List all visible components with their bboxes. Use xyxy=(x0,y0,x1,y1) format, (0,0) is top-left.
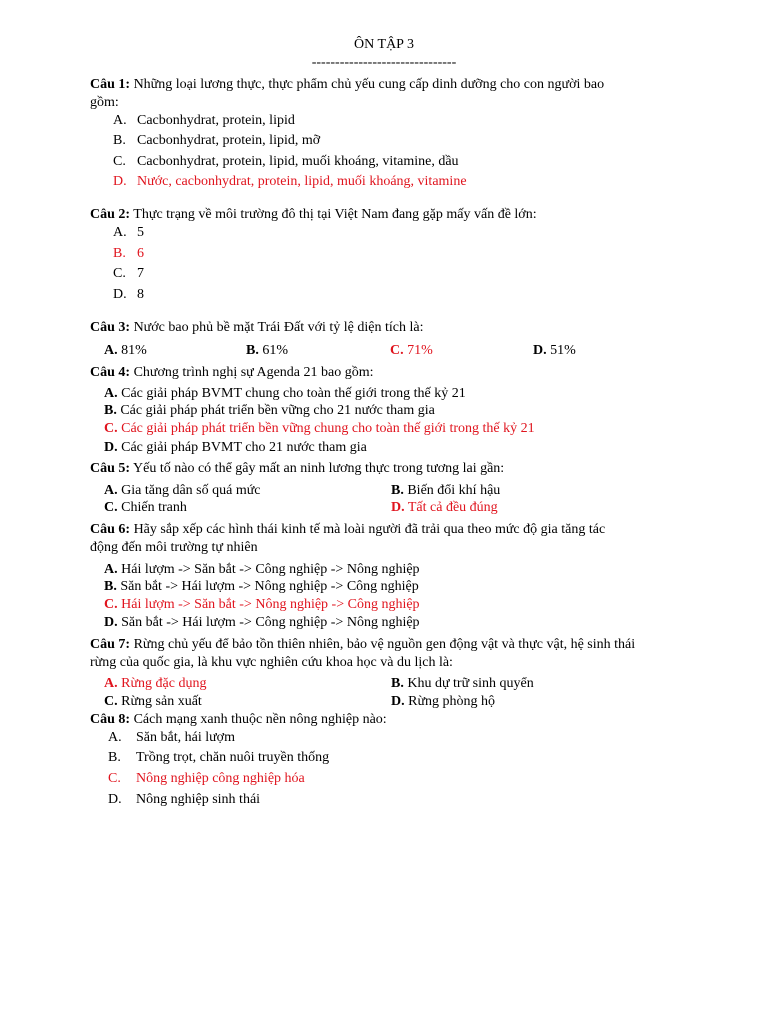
q7-option-c xyxy=(104,693,202,710)
question-text: Nước bao phủ bề mặt Trái Đất với tỷ lệ diện tích là: xyxy=(130,320,424,335)
question-3 xyxy=(90,319,423,336)
option-text: Rừng sản xuất xyxy=(117,694,202,709)
option-letter: B. xyxy=(108,750,121,765)
option-text: Nông nghiệp sinh thái xyxy=(136,792,261,807)
option-letter: D. xyxy=(104,615,118,630)
option-letter: B. xyxy=(246,343,259,358)
option-text: Rừng đặc dụng xyxy=(117,676,207,691)
q3-option-a xyxy=(104,342,147,359)
option-letter: A. xyxy=(104,386,118,401)
option-letter: C. xyxy=(113,154,126,169)
option-text: 7 xyxy=(137,266,144,281)
option-text: Săn bắt -> Hái lượm -> Công nghiệp -> Nông nghiệp xyxy=(117,615,420,630)
question-text: Chương trình nghị sự Agenda 21 bao gồm: xyxy=(130,365,374,380)
q5-option-c xyxy=(104,499,187,516)
q4-option-a xyxy=(104,385,466,402)
option-text: Nước, cacbonhydrat, protein, lipid, muối khoáng, vitamine xyxy=(137,174,467,189)
option-text: 61% xyxy=(258,343,289,358)
option-letter: D. xyxy=(113,174,127,189)
option-letter: B. xyxy=(104,403,117,418)
question-2 xyxy=(90,206,537,223)
option-letter: A. xyxy=(104,343,118,358)
option-letter: C. xyxy=(104,694,118,709)
question-label: Câu 7: xyxy=(90,637,131,652)
question-1 xyxy=(90,76,604,93)
question-label: Câu 5: xyxy=(90,461,131,476)
option-text: 81% xyxy=(117,343,147,358)
question-6 xyxy=(90,521,605,538)
option-letter: D. xyxy=(533,343,547,358)
option-letter: A. xyxy=(113,113,127,128)
option-letter: D. xyxy=(113,287,127,302)
q7-option-a-correct xyxy=(104,675,206,692)
option-letter: C. xyxy=(113,266,126,281)
q2-option-d xyxy=(113,286,144,303)
q7-option-d xyxy=(391,693,495,710)
option-letter: D. xyxy=(108,792,122,807)
q8-option-b xyxy=(108,749,329,766)
option-text: Trồng trọt, chăn nuôi truyền thống xyxy=(136,750,330,765)
option-text: 6 xyxy=(137,246,144,261)
q2-option-b-correct xyxy=(113,245,144,262)
q6-option-c-correct xyxy=(104,596,420,613)
option-text: Chiến tranh xyxy=(117,500,187,515)
option-text: Cacbonhydrat, protein, lipid xyxy=(137,113,295,128)
option-text: Cacbonhydrat, protein, lipid, muối khoáng, vitamine, dầu xyxy=(137,154,459,169)
q5-option-d-correct xyxy=(391,499,498,516)
option-text: Các giải pháp BVMT cho 21 nước tham gia xyxy=(117,440,367,455)
q4-option-c-correct xyxy=(104,420,535,437)
option-letter: B. xyxy=(104,579,117,594)
q2-option-a xyxy=(113,224,144,241)
q3-option-b xyxy=(246,342,288,359)
option-text: Săn bắt, hái lượm xyxy=(136,730,235,745)
q1-option-c xyxy=(113,153,459,170)
option-text: 8 xyxy=(137,287,144,302)
question-7 xyxy=(90,636,635,653)
q8-option-a xyxy=(108,729,235,746)
question-label: Câu 8: xyxy=(90,712,131,727)
option-letter: C. xyxy=(108,771,121,786)
question-1-continued: gồm: xyxy=(90,95,119,110)
option-text: 5 xyxy=(137,225,144,240)
question-label: Câu 4: xyxy=(90,365,131,380)
option-letter: D. xyxy=(391,694,405,709)
option-letter: A. xyxy=(113,225,127,240)
q8-option-c-correct xyxy=(108,770,305,787)
question-text: Yếu tố nào có thể gây mất an ninh lương thực trong tương lai gần: xyxy=(130,461,505,476)
q6-option-a xyxy=(104,561,420,578)
option-letter: A. xyxy=(108,730,122,745)
question-text: Cách mạng xanh thuộc nền nông nghiệp nào: xyxy=(130,712,387,727)
option-letter: A. xyxy=(104,483,118,498)
title-divider: ------------------------------- xyxy=(311,55,457,70)
option-text: Gia tăng dân số quá mức xyxy=(117,483,261,498)
q6-option-b xyxy=(104,578,419,595)
question-4 xyxy=(90,364,374,381)
page-title: ÔN TẬP 3 xyxy=(354,37,414,52)
option-text: Các giải pháp BVMT chung cho toàn thế giới trong thế kỷ 21 xyxy=(117,386,466,401)
question-8 xyxy=(90,711,387,728)
option-text: Hái lượm -> Săn bắt -> Công nghiệp -> Nông nghiệp xyxy=(117,562,420,577)
option-letter: A. xyxy=(104,562,118,577)
option-letter: D. xyxy=(104,440,118,455)
option-text: 51% xyxy=(546,343,576,358)
q8-option-d xyxy=(108,791,260,808)
option-text: Săn bắt -> Hái lượm -> Nông nghiệp -> Công nghiệp xyxy=(116,579,419,594)
question-5 xyxy=(90,460,504,477)
q4-option-d xyxy=(104,439,367,456)
question-text: Rừng chủ yếu để bảo tồn thiên nhiên, bảo vệ nguồn gen động vật và thực vật, hệ sinh thái xyxy=(130,637,636,652)
q1-option-d-correct xyxy=(113,173,467,190)
q6-option-d xyxy=(104,614,420,631)
option-letter: B. xyxy=(391,676,404,691)
q1-option-a xyxy=(113,112,295,129)
option-letter: C. xyxy=(390,343,404,358)
option-letter: B. xyxy=(113,133,126,148)
option-letter: A. xyxy=(104,676,118,691)
option-text: Nông nghiệp công nghiệp hóa xyxy=(136,771,305,786)
question-text: Những loại lương thực, thực phẩm chủ yếu cung cấp dinh dưỡng cho con người bao xyxy=(130,77,605,92)
option-letter: C. xyxy=(104,500,118,515)
option-text: Tất cả đều đúng xyxy=(404,500,498,515)
q5-option-b xyxy=(391,482,500,499)
q7-option-b xyxy=(391,675,534,692)
question-text: Thực trạng về môi trường đô thị tại Việt Nam đang gặp mấy vấn đề lớn: xyxy=(130,207,537,222)
option-text: 71% xyxy=(403,343,433,358)
q2-option-c xyxy=(113,265,144,282)
option-text: Biến đổi khí hậu xyxy=(403,483,501,498)
option-letter: C. xyxy=(104,421,118,436)
q4-option-b xyxy=(104,402,435,419)
q5-option-a xyxy=(104,482,261,499)
question-text: Hãy sắp xếp các hình thái kinh tế mà loài người đã trải qua theo mức độ gia tăng tác xyxy=(130,522,606,537)
option-text: Các giải pháp phát triển bền vững cho 21 nước tham gia xyxy=(116,403,435,418)
question-label: Câu 6: xyxy=(90,522,131,537)
q3-option-c-correct xyxy=(390,342,433,359)
question-label: Câu 1: xyxy=(90,77,131,92)
question-label: Câu 2: xyxy=(90,207,131,222)
question-label: Câu 3: xyxy=(90,320,131,335)
option-text: Cacbonhydrat, protein, lipid, mỡ xyxy=(137,133,321,148)
option-text: Hái lượm -> Săn bắt -> Nông nghiệp -> Công nghiệp xyxy=(117,597,420,612)
q3-option-d xyxy=(533,342,576,359)
question-6-continued: động đến môi trường tự nhiên xyxy=(90,540,258,555)
q1-option-b xyxy=(113,132,320,149)
option-text: Rừng phòng hộ xyxy=(404,694,496,709)
option-letter: C. xyxy=(104,597,118,612)
option-letter: D. xyxy=(391,500,405,515)
option-letter: B. xyxy=(113,246,126,261)
option-letter: B. xyxy=(391,483,404,498)
question-7-continued: rừng của quốc gia, là khu vực nghiên cứu khoa học và du lịch là: xyxy=(90,655,453,670)
option-text: Các giải pháp phát triển bền vững chung cho toàn thế giới trong thế kỷ 21 xyxy=(117,421,535,436)
option-text: Khu dự trữ sinh quyển xyxy=(403,676,534,691)
